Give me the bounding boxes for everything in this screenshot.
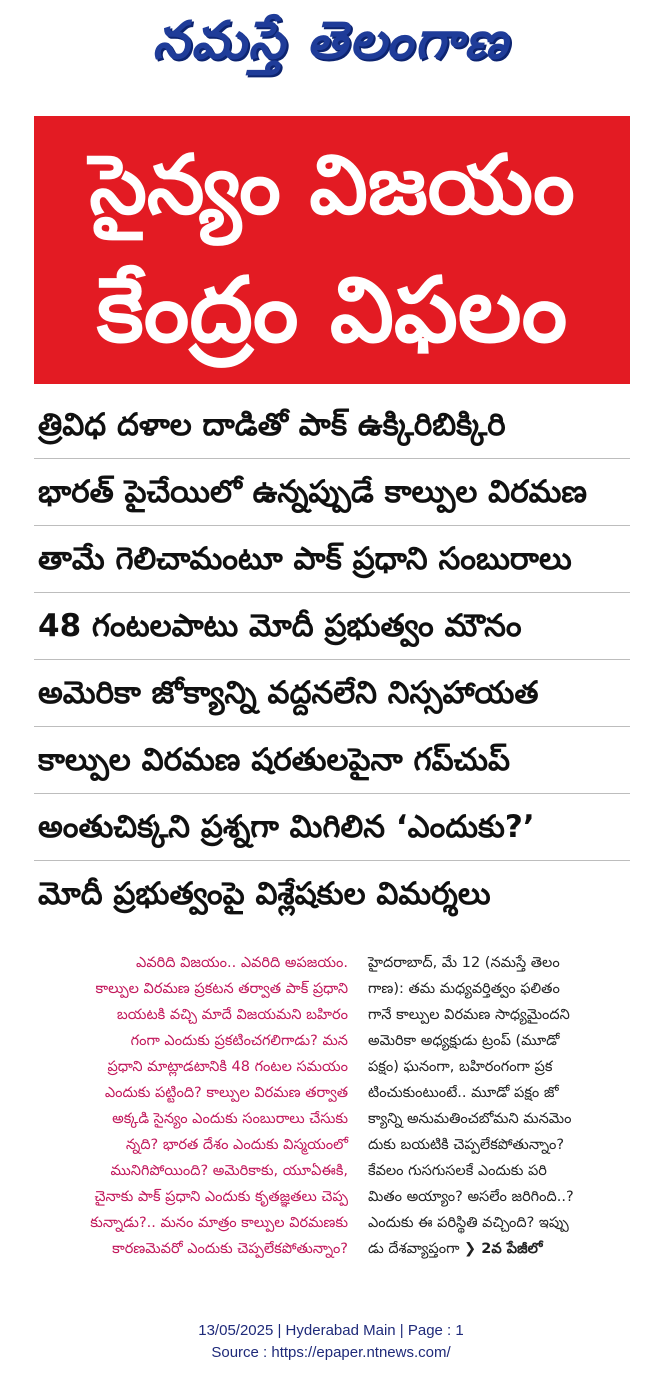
sub-headlines	[34, 392, 630, 928]
text-line: చైనాకు పాక్ ప్రధాని ఎందుకు కృతజ్ఞతలు చెప్ప	[94, 1189, 348, 1205]
headline-line-2: కేంద్రం విఫలం	[96, 258, 568, 363]
continued-label: 2వ పేజీలో	[481, 1241, 543, 1257]
text-line: గాణ): తమ మధ్యవర్తిత్వం ఫలితం	[368, 981, 560, 997]
edition-info: 13/05/2025 | Hyderabad Main | Page : 1	[198, 1322, 464, 1339]
text-line: మునిగిపోయింది? అమెరికాకు, యూఏఈకి,	[110, 1163, 348, 1179]
headline-line-1: సైన్యం విజయం	[89, 138, 575, 233]
sub-headline: త్రివిధ దళాల దాడితో పాక్ ఉక్కిరిబిక్కిరి	[34, 392, 630, 459]
text-line: ఎవరిది విజయం.. ఎవరిది అపజయం.	[136, 955, 348, 971]
text-line: ప్రధాని మాట్లాడటానికి 48 గంటల సమయం	[107, 1059, 348, 1075]
text-line: కాల్పుల విరమణ ప్రకటన తర్వాత పాక్ ప్రధాని	[95, 981, 348, 997]
text-line: మితం అయ్యాం? అసలేం జరిగింది..?	[368, 1189, 574, 1205]
text-line: హైదరాబాద్, మే 12 (నమస్తే తెలం	[368, 955, 560, 971]
chevron-right-icon: ❯	[464, 1241, 477, 1257]
text-line: క్యాన్ని అనుమతించబోమని మనమెం	[368, 1111, 572, 1127]
text-line: గానే కాల్పుల విరమణ సాధ్యమైందని	[368, 1007, 570, 1023]
sub-headline: మోదీ ప్రభుత్వంపై విశ్లేషకుల విమర్శలు	[38, 876, 491, 912]
text-line: గంగా ఎందుకు ప్రకటించగలిగాడు? మన	[130, 1033, 348, 1049]
masthead	[0, 0, 662, 88]
sub-headline: అంతుచిక్కని ప్రశ్నగా మిగిలిన ‘ఎందుకు?’	[34, 794, 630, 861]
text-line: ఎందుకు ఈ పరిస్థితి వచ్చింది? ఇప్పు	[368, 1215, 569, 1231]
text-line: ఎందుకు పట్టింది? కాల్పుల విరమణ తర్వాత	[104, 1085, 348, 1101]
text-line: అక్కడి సైన్యం ఎందుకు సంబురాలు చేసుకు	[112, 1111, 348, 1127]
text-line: కేవలం గుసగుసలకే ఎందుకు పరి	[368, 1163, 547, 1179]
source-link[interactable]: Source : https://epaper.ntnews.com/	[211, 1344, 451, 1361]
text-line: దుకు బయటికి చెప్పలేకపోతున్నాం?	[368, 1137, 565, 1153]
questions-column	[34, 950, 348, 1262]
sub-headline: భారత్ పైచేయిలో ఉన్నప్పుడే కాల్పుల విరమణ	[34, 459, 630, 526]
page-footer	[0, 1320, 662, 1364]
text-line: కున్నాడు?.. మనం మాత్రం కాల్పుల విరమణకు	[90, 1215, 348, 1231]
text-line: బయటకి వచ్చి మాదే విజయమని బహిరం	[116, 1007, 348, 1023]
newspaper-name: నమస్తే తెలంగాణ	[152, 10, 510, 71]
continued-marker[interactable]	[464, 1241, 543, 1257]
article-body	[368, 950, 632, 1262]
text-line: కారణమెవరో ఎందుకు చెప్పలేకపోతున్నాం?	[112, 1241, 348, 1257]
sub-headline: కాల్పుల విరమణ షరతులపైనా గప్‌చుప్	[34, 727, 630, 794]
sub-headline: 48 గంటలపాటు మోదీ ప్రభుత్వం మౌనం	[34, 593, 630, 660]
sub-headline: అమెరికా జోక్యాన్ని వద్దనలేని నిస్సహాయత	[34, 660, 630, 727]
text-line-last: డు దేశవ్యాప్తంగా ❯ 2వ పేజీలో	[368, 1241, 543, 1257]
headline-banner	[34, 116, 630, 384]
text-line: పక్షం) ఘనంగా, బహిరంగంగా ప్రక	[368, 1059, 553, 1075]
text-line: న్నది? భారత దేశం ఎందుకు విస్మయంలో	[125, 1137, 348, 1153]
text-line: టించుకుంటుంటే.. మూడో పక్షం జో	[368, 1085, 559, 1101]
text-line: అమెరికా అధ్యక్షుడు ట్రంప్ (మూడో	[368, 1033, 560, 1049]
sub-headline: తామే గెలిచామంటూ పాక్ ప్రధాని సంబురాలు	[34, 526, 630, 593]
